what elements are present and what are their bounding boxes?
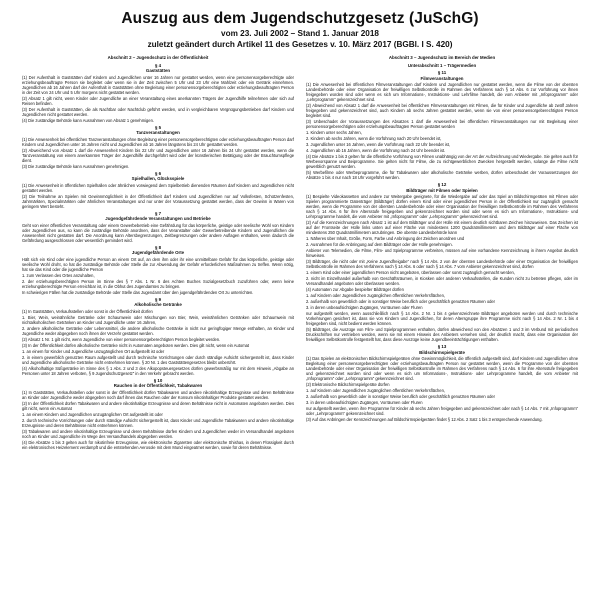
section-title: Alkoholische Getränke <box>134 302 182 307</box>
paragraph: (1) Die Anwesenheit in öffentlichen Spielhallen oder ähnlichen vorwiegend dem Spielbetrieb dienenden Räumen darf Kindern und Jugendlichen nicht gestattet werden. <box>22 182 294 193</box>
section-title: Rauchen in der Öffentlichkeit, Tabakwaren <box>113 383 203 388</box>
section-number: § 4 <box>154 62 162 68</box>
text-columns <box>22 54 578 586</box>
paragraph: 2. außerhalb von gewerblich oder in sonstiger Weise beruflich oder geschäftlich genutzten Räumen oder <box>306 299 496 304</box>
paragraph: nur aufgestellt werden, wenn ihre Programme für Kinder ab sechs Jahren freigegeben und gekennzeichnet oder nach § 14 Abs. 7 mit „Infoprogramm“ oder „Lehrprogramm“ gekennzeichnet sind. <box>306 406 578 416</box>
section-title: Tanzveranstaltungen <box>136 130 180 135</box>
paragraph: (1) Die Anwesenheit bei öffentlichen Filmveranstaltungen darf Kindern und Jugendlichen nur gestattet werden, wenn die Filme von der obersten Landesbehörde oder einer Organisation der freiwilligen Selbstkontrolle im Rahmen des Verfahrens nach § 14 Abs. 6 zur Vorführung vor ihnen freigegeben worden sind oder wenn es sich um Informations-, Instruktions- und Lehrfilme handelt, die vom Anbieter mit „Infoprogramm“ oder „Lehrprogramm“ gekennzeichnet sind. <box>306 82 578 102</box>
paragraph: 2. durch technische Vorrichtungen oder durch ständige Aufsicht sichergestellt ist, dass Kinder und Jugendliche Tabakwaren und andere nikotinhaltige Erzeugnisse und deren Behältnisse nicht entnehmen können. <box>22 417 294 428</box>
paragraph: 1. Kindern unter sechs Jahren, <box>306 130 362 135</box>
paragraph: (4) Die Absätze 1 bis 3 gelten auch für nikotinfreie Erzeugnisse, wie elektronische Zigaretten oder elektronische Shishas, in denen Flüssigkeit durch ein elektronisches Heizelement verdampft und die entstehenden Aerosole mit dem Mund eingeatmet werden, sowie für deren Behältnisse. <box>22 439 294 450</box>
paragraph: 2. außerhalb von gewerblich oder in sonstiger Weise beruflich oder geschäftlich genutzten Räumen oder <box>306 394 496 399</box>
paragraph: (4) Alkoholhaltige Süßgetränke im Sinne des § 1 Abs. 2 und 3 des Alkopopsteuergesetzes dürfen gewerbsmäßig nur mit dem Hinweis „Abgabe an Personen unter 18 Jahren verboten, § 9 Jugendschutzgesetz“ in den Verkehr gebracht werden. <box>22 365 294 376</box>
section-title: Jugendgefährdende Orte <box>131 250 185 255</box>
paragraph: In schwierigen Fällen hat die zuständige Behörde oder Stelle das Jugendamt über den jugendgefährdenden Ort zu unterrichten. <box>22 289 254 295</box>
section-number: § 6 <box>154 170 162 176</box>
section-number: § 8 <box>154 244 162 250</box>
paragraph: (2) Abweichend von Absatz 1 darf die Anwesenheit Kindern bis 22 Uhr und Jugendlichen unter 16 Jahren bis 24 Uhr gestattet werden, wenn die Tanzveranstaltung von einem anerkannten Träger der Jugendhilfe durchgeführt wird oder der künstlerischen Betätigung oder der Brauchtumspflege dient. <box>22 147 294 163</box>
paragraph: 1. an einem für Kinder und Jugendliche unzugänglichen Ort aufgestellt ist oder <box>22 348 165 354</box>
left-column <box>22 54 294 586</box>
section-number: § 13 <box>437 344 447 349</box>
paragraph: (3) In der Öffentlichkeit dürfen alkoholische Getränke nicht in Automaten angeboten werden. Dies gilt nicht, wenn ein Automat <box>22 342 250 348</box>
paragraph: (3) Auf das Anbringen der Kennzeichnungen auf Bildschirmspielgeräten findet § 12 Abs. 2 Satz 1 bis 3 entsprechende Anwendung. <box>306 417 543 422</box>
paragraph: 3. in deren unbeaufsichtigten Zugängen, Vorräumen oder Fluren <box>306 400 423 405</box>
paragraph: 2. andere alkoholische Getränke oder Lebensmittel, die andere alkoholische Getränke in nicht nur geringfügiger Menge enthalten, an Kinder und Jugendliche weder abgegeben noch ihnen der Verzehr gestattet werden. <box>22 325 294 336</box>
subtitle-line-2: zuletzt geändert durch Artikel 11 des Gesetzes v. 10. März 2017 (BGBl. I S. 420) <box>147 40 453 49</box>
paragraph: 2. nicht im Einzelhandel außerhalb von Geschäftsräumen, in Kiosken oder anderen Verkaufsstellen, die Kunden nicht zu betreten pflegen, oder im Versandhandel angeboten oder überlassen werden. <box>306 276 578 286</box>
paragraph: (2) Die Teilnahme an Spielen mit Gewinnmöglichkeit in der Öffentlichkeit darf Kindern und Jugendlichen nur auf Volksfesten, Schützenfesten, Jahrmärkten, Spezialmärkten oder ähnlichen Veranstaltungen und nur unter der Voraussetzung gestattet werden, dass der Gewinn in Waren von geringem Wert besteht. <box>22 193 294 209</box>
paragraph: (3) Bildträger, die nicht oder mit „Keine Jugendfreigabe“ nach § 14 Abs. 2 von der obersten Landesbehörde oder einer Organisation der freiwilligen Selbstkontrolle im Rahmen des Verfahrens nach § 14 Abs. 6 oder nach § 14 Abs. 7 vom Anbieter gekennzeichnet sind, dürfen <box>306 259 578 269</box>
left-column-heading: Abschnitt 2 – Jugendschutz in der Öffentlichkeit <box>107 55 209 60</box>
paragraph: (3) Tabakwaren und andere nikotinhaltige Erzeugnisse und deren Behältnisse dürfen Kindern und Jugendlichen weder im Versandhandel angeboten noch an Kinder und Jugendliche im Wege des Versandhandels abgegeben werden. <box>22 428 294 439</box>
paragraph: (1) Das Spielen an elektronischen Bildschirmspielgeräten ohne Gewinnmöglichkeit, die öffentlich aufgestellt sind, darf Kindern und Jugendlichen ohne Begleitung einer personensorgeberechtigten oder erziehungsbeauftragten Person nur gestattet werden, wenn die Programme von der obersten Landesbehörde oder einer Organisation der freiwilligen Selbstkontrolle im Rahmen des Verfahrens nach § 14 Abs. 6 für ihre Altersstufe freigegeben und gekennzeichnet worden sind oder wenn es sich um Informations-, Instruktions- oder Lehrprogramme handelt, die vom Anbieter mit „Infoprogramm“ oder „Lehrprogramm“ gekennzeichnet sind. <box>306 356 578 381</box>
paragraph: Hält sich ein Kind oder eine jugendliche Person an einem Ort auf, an dem ihm oder ihr eine unmittelbare Gefahr für das körperliche, geistige oder seelische Wohl droht, so hat die zuständige Behörde oder Stelle die zur Abwendung der Gefahr erforderlichen Maßnahmen zu treffen. Wenn nötig, hat sie das Kind oder die jugendliche Person <box>22 256 294 272</box>
section-number: § 5 <box>154 124 162 130</box>
paragraph: 1. auf Kindern oder Jugendlichen zugänglichen öffentlichen Verkehrsflächen, <box>306 293 445 298</box>
paragraph: 2. Kindern ab sechs Jahren, wenn die Vorführung nach 20 Uhr beendet ist, <box>306 136 442 141</box>
title-block <box>22 10 578 50</box>
section-number: § 11 <box>437 70 447 75</box>
section-title: Filmveranstaltungen <box>420 75 464 81</box>
section-number: § 7 <box>154 210 162 216</box>
section-title: Bildträger mit Filmen oder Spielen <box>406 187 478 193</box>
right-column-heading: Abschnitt 3 – Jugendschutz im Bereich der Medien <box>388 55 496 60</box>
paragraph: Anbieter von Telemedien, die Filme, Film- und Spielprogramme verbreiten, müssen auf eine vorhandene Kennzeichnung in ihrem Angebot deutlich hinweisen. <box>306 248 578 258</box>
paragraph: 3. Jugendlichen unter 16 Jahren, wenn die Vorführung nach 22 Uhr beendet ist, <box>306 142 451 147</box>
paragraph: 1. auf Kindern oder Jugendlichen zugänglichen öffentlichen Verkehrsflächen, <box>306 388 445 393</box>
section-title: Spielhallen, Glücksspiele <box>131 176 185 181</box>
paragraph: (2) Auf die Kennzeichnungen nach Absatz 1 ist auf dem Bildträger und der Hülle mit einem deutlich sichtbaren Zeichen hinzuweisen. Das Zeichen ist auf der Frontseite der Hülle links unten auf einer Fläche von mindestens 1200 Quadratmillimetern und dem Bildträger auf einer Fläche von mindestens 250 Quadratmillimetern anzubringen. Die oberste Landesbehörde kann <box>306 220 578 235</box>
paragraph: 1. Näheres über Inhalt, Größe, Form, Farbe und Anbringung der Zeichen anordnen und <box>306 236 465 241</box>
paragraph: (1) Der Aufenthalt in Gaststätten darf Kindern und Jugendlichen unter 16 Jahren nur gestattet werden, wenn eine personensorgeberechtigte oder erziehungsbeauftragte Person sie begleitet oder wenn sie in der Zeit zwischen 5 Uhr und 23 Uhr eine Mahlzeit oder ein Getränk einnehmen. Jugendlichen ab 16 Jahren darf der Aufenthalt in Gaststätten ohne Begleitung einer personensorgeberechtigten oder erziehungsbeauftragten Person in der Zeit von 24 Uhr und 5 Uhr morgens nicht gestattet werden. <box>22 74 294 95</box>
paragraph: (2) Elektronische Bildschirmspielgeräte dürfen <box>306 382 390 387</box>
section-title: Jugendgefährdende Veranstaltungen und Betriebe <box>105 216 211 221</box>
paragraph: (4) Die Absätze 1 bis 3 gelten für die öffentliche Vorführung von Filmen unabhängig von der Art der Aufzeichnung und Wiedergabe. Sie gelten auch für Werbevorspanne und Beiprogramme. Sie gelten nicht für Filme, die zu nichtgewerblichen Zwecken hergestellt werden, solange die Filme nicht gewerblich genutzt werden. <box>306 154 578 169</box>
paragraph: (2) Absatz 1 Nr. 1 gilt nicht, wenn Jugendliche von einer personensorgeberechtigten Person begleitet werden. <box>22 336 221 342</box>
paragraph: 1. an einem Kindern und Jugendlichen unzugänglichen Ort aufgestellt ist oder <box>22 411 163 417</box>
paragraph: (3) Die zuständige Behörde kann Ausnahmen genehmigen. <box>22 163 130 169</box>
right-column <box>306 54 578 586</box>
subtitle-line-1: vom 23. Juli 2002 – Stand 1. Januar 2018 <box>221 29 379 38</box>
section-number: § 9 <box>154 296 162 302</box>
section-title: Gaststätten <box>145 68 171 73</box>
paragraph: (2) Absatz 1 gilt nicht, wenn Kinder oder Jugendliche an einer Veranstaltung eines anerkannten Trägers der Jugendhilfe teilnehmen oder sich auf Reisen befinden. <box>22 95 294 106</box>
paragraph: (2) Abweichend von Absatz 1 darf die Anwesenheit bei öffentlichen Filmveranstaltungen mit Filmen, die für Kinder und Jugendliche ab zwölf Jahren freigegeben und gekennzeichnet sind, auch Kindern ab sechs Jahren gestattet werden, wenn sie von einer personensorgeberechtigten Person begleitet sind. <box>306 103 578 118</box>
paragraph: (5) Werbefilme oder Werbeprogramme, die für Tabakwaren oder alkoholische Getränke werben, dürfen unbeschadet der Voraussetzungen der Absätze 1 bis 4 nur nach 18 Uhr vorgeführt werden. <box>306 170 578 180</box>
paragraph: (5) Bildträger, die Auszüge von Film- und Spielprogrammen enthalten, dürfen abweichend von den Absätzen 1 und 3 im Verbund mit periodischen Druckschriften nur vertrieben werden, wenn sie mit einem Hinweis des Anbieters versehen sind, der deutlich macht, dass eine Organisation der freiwilligen Selbstkontrolle festgestellt hat, dass diese Auszüge keine Jugendbeeinträchtigungen enthalten. <box>306 327 578 342</box>
paragraph: (2) In der Öffentlichkeit dürfen Tabakwaren und andere nikotinhaltige Erzeugnisse und deren Behältnisse nicht in Automaten angeboten werden. Dies gilt nicht, wenn ein Automat <box>22 400 294 411</box>
paragraph: Geht von einer öffentlichen Veranstaltung oder einem Gewerbebetrieb eine Gefährdung für das körperliche, geistige oder seelische Wohl von Kindern oder Jugendlichen aus, so kann die zuständige Behörde anordnen, dass der Veranstalter oder Gewerbetreibende Kindern und Jugendlichen die Anwesenheit nicht gestatten darf. Die Anordnung kann Altersbegrenzungen, Zeitbegrenzungen oder andere Auflagen enthalten, wenn dadurch die Gefährdung ausgeschlossen oder wesentlich gemindert wird. <box>22 222 294 243</box>
paragraph: (4) Die zuständige Behörde kann Ausnahmen von Absatz 1 genehmigen. <box>22 117 154 123</box>
paragraph: 4. Jugendlichen ab 16 Jahren, wenn die Vorführung nach 24 Uhr beendet ist. <box>306 148 446 153</box>
paragraph: 1. zum Verlassen des Ortes anzuhalten, <box>22 272 95 278</box>
paragraph: 2. der erziehungsberechtigten Person im Sinne des § 7 Abs. 1 Nr. 6 des Achten Buches Sozialgesetzbuch zuzuführen oder, wenn keine erziehungsberechtigte Person erreichbar ist, in die Obhut des Jugendamtes zu bringen. <box>22 278 294 289</box>
section-number: § 12 <box>437 182 447 187</box>
paragraph: (1) In Gaststätten, Verkaufsstellen oder sonst in der Öffentlichkeit dürfen <box>22 308 153 314</box>
paragraph: (4) Automaten zur Abgabe bespielter Bildträger dürfen <box>306 287 404 292</box>
paragraph: (1) In Gaststätten, Verkaufsstellen oder sonst in der Öffentlichkeit dürfen Tabakwaren und andere nikotinhaltige Erzeugnisse und deren Behältnisse an Kinder oder Jugendliche weder abgegeben noch darf ihnen das Rauchen oder der Konsum nikotinhaltiger Produkte gestattet werden. <box>22 389 294 400</box>
paragraph: (1) Die Anwesenheit bei öffentlichen Tanzveranstaltungen ohne Begleitung einer personensorgeberechtigten oder erziehungsbeauftragten Person darf Kindern und Jugendlichen unter 16 Jahren nicht und Jugendlichen ab 16 Jahren längstens bis 24 Uhr gestattet werden. <box>22 136 294 147</box>
paragraph: (1) Bespielte Videokassetten und andere zur Weitergabe geeignete, für die Wiedergabe auf oder das Spiel an Bildschirmgeräten mit Filmen oder Spielen programmierte Datenträger (Bildträger) dürfen einem Kind oder einer jugendlichen Person in der Öffentlichkeit nur zugänglich gemacht werden, wenn die Programme von der obersten Landesbehörde oder einer Organisation der freiwilligen Selbstkontrolle im Rahmen des Verfahrens nach § 14 Abs. 6 für ihre Altersstufe freigegeben und gekennzeichnet worden sind oder wenn es sich um Informations-, Instruktions- und Lehrprogramme handelt, die vom Anbieter mit „Infoprogramm“ oder „Lehrprogramm“ gekennzeichnet sind. <box>306 194 578 219</box>
paragraph: (3) Der Aufenthalt in Gaststätten, die als Nachtbar oder Nachtclub geführt werden, und in vergleichbaren Vergnügungsbetrieben darf Kindern und Jugendlichen nicht gestattet werden. <box>22 106 294 117</box>
paragraph: 1. Bier, Wein, weinähnliche Getränke oder Schaumwein oder Mischungen von Bier, Wein, weinähnlichen Getränken oder Schaumwein mit nichtalkoholischen Getränken an Kinder und Jugendliche unter 16 Jahren, <box>22 314 294 325</box>
paragraph: 2. in einem gewerblich genutzten Raum aufgestellt und durch technische Vorrichtungen oder durch ständige Aufsicht sichergestellt ist, dass Kinder und Jugendliche alkoholische Getränke nicht entnehmen können. § 20 Nr. 1 des Gaststättengesetzes bleibt unberührt. <box>22 354 294 365</box>
page-title: Auszug aus dem Jugendschutzgesetz (JuSchG) <box>121 10 479 27</box>
paragraph: (3) Unbeschadet der Voraussetzungen des Absatzes 1 darf die Anwesenheit bei öffentlichen Filmveranstaltungen nur mit Begleitung einer personensorgeberechtigten oder erziehungsbeauftragten Person gestattet werden <box>306 119 578 129</box>
paragraph: 2. Ausnahmen für die Anbringung auf dem Bildträger oder der Hülle genehmigen. <box>306 242 453 247</box>
paragraph: 1. einem Kind oder einer jugendlichen Person nicht angeboten, überlassen oder sonst zugänglich gemacht werden, <box>306 270 515 275</box>
section-number: § 10 <box>153 377 163 383</box>
paragraph: nur aufgestellt werden, wenn ausschließlich nach § 14 Abs. 2 Nr. 1 bis 4 gekennzeichnete Bildträger angeboten werden und durch technische Vorkehrungen gesichert ist, dass sie von Kindern und Jugendlichen, für deren Altersgruppe ihre Programme nicht nach § 14 Abs. 2 Nr. 1 bis 4 freigegeben sind, nicht bedient werden können. <box>306 311 578 326</box>
section-title: Bildschirmspielgeräte <box>419 349 465 355</box>
right-column-subheading: Unterabschnitt 1 – Trägermedien <box>407 62 477 68</box>
paragraph: 3. in deren unbeaufsichtigten Zugängen, Vorräumen oder Fluren <box>306 305 423 310</box>
